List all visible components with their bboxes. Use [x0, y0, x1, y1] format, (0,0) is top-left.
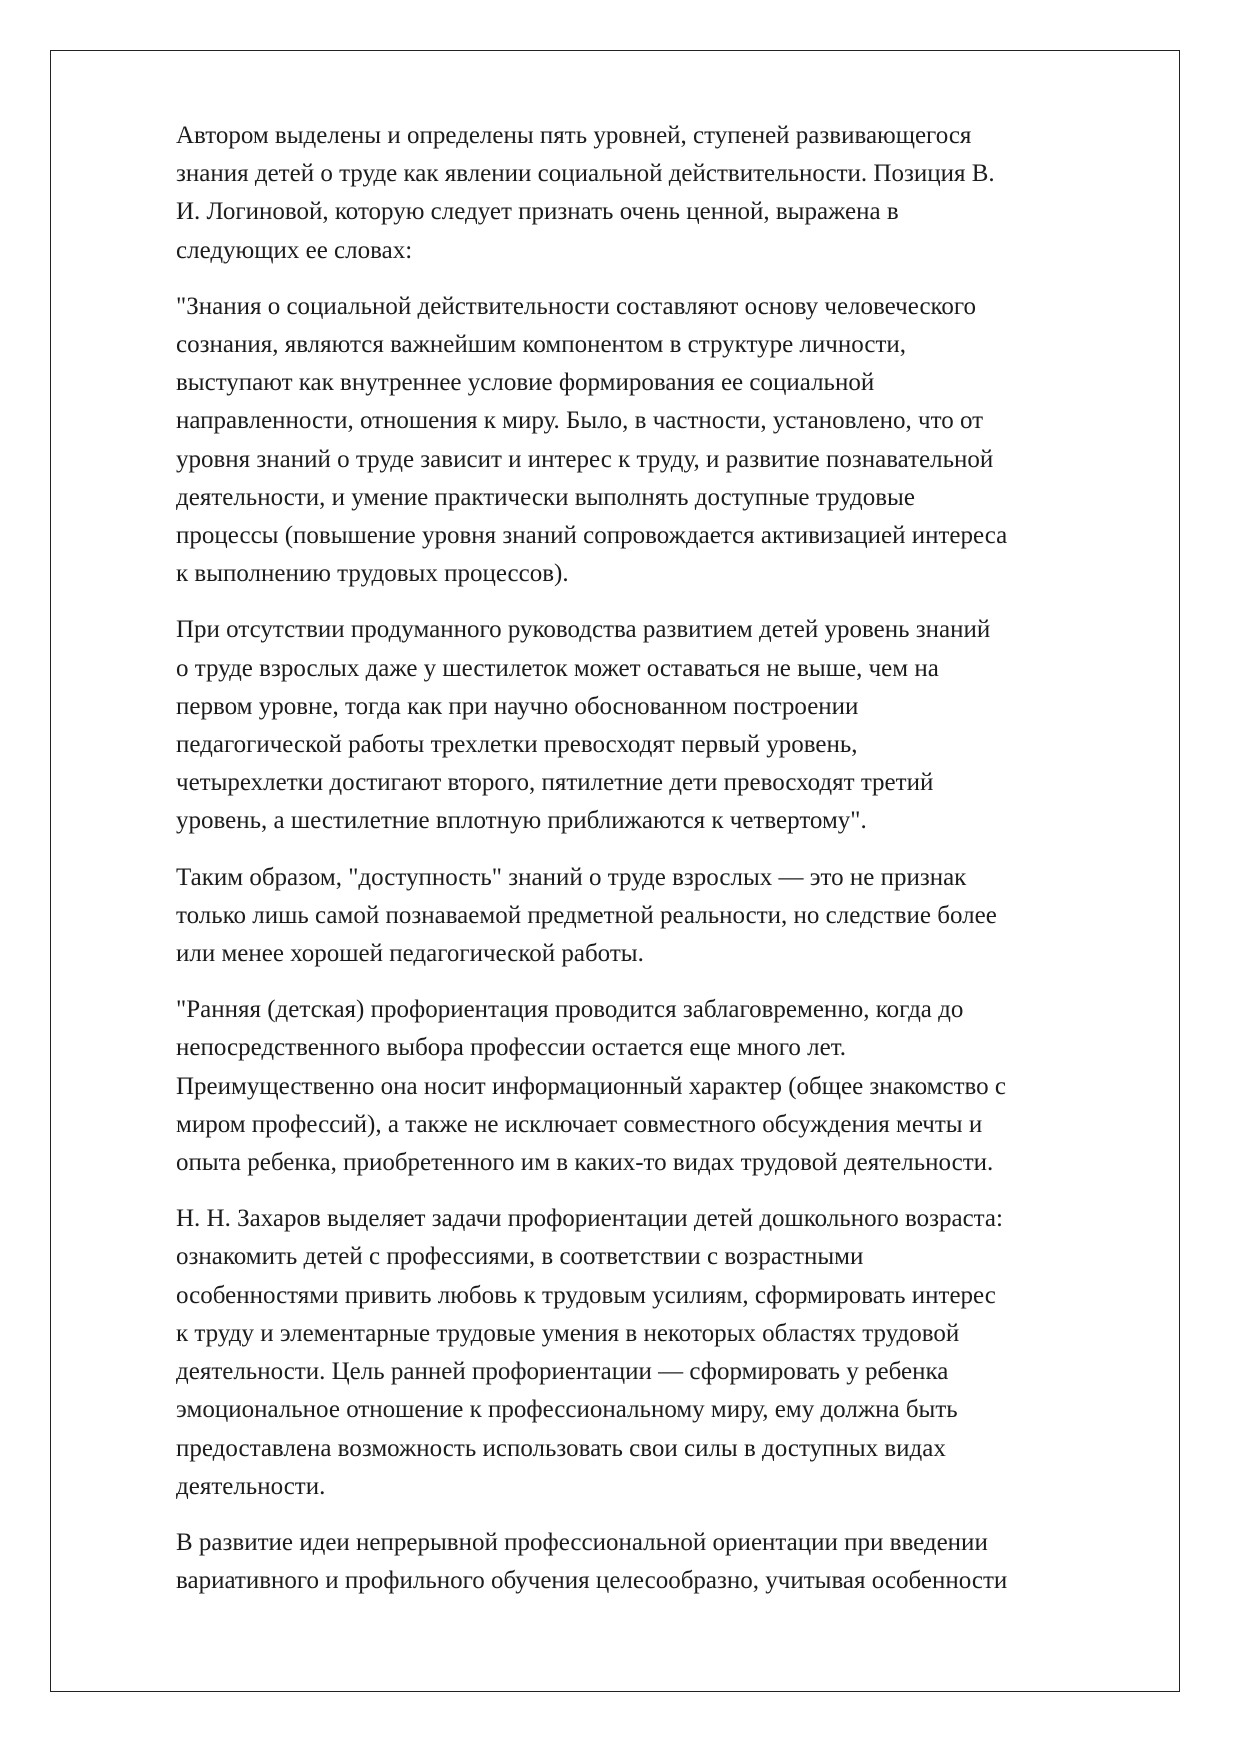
paragraph-zakharov-tasks: Н. Н. Захаров выделяет задачи профориентации детей дошкольного возраста: ознакомить детей с профессиями, в соответствии с возрастными особенностями привить любовь к трудовым усилиям, сформировать интерес к труду и элементарные трудовые умения в некоторых областях трудовой деятельности. Цель ранней профориентации — сформировать у ребенка эмоциональное отношение к профессиональному миру, ему должна быть предоставлена возможность использовать свои силы в доступных видах деятельности.	[176, 1205, 1003, 1500]
paragraph-levels-intro: Автором выделены и определены пять уровней, ступеней развивающегося знания детей о труде как явлении социальной действительности. Позиция В. И. Логиновой, которую следует признать очень ценной, выражена в следующих ее словах:	[176, 122, 995, 264]
paragraph-early-career-guidance: "Ранняя (детская) профориентация проводится заблаговременно, когда до непосредственного выбора профессии остается еще много лет. Преимущественно она носит информационный характер (общее знакомство с миром профессий), а также не исключает совместного обсуждения мечты и опыта ребенка, приобретенного им в каких-то видах трудовой деятельности.	[176, 996, 1007, 1177]
paragraph-guidance-absence: При отсутствии продуманного руководства развитием детей уровень знаний о труде взрослых даже у шестилеток может оставаться не выше, чем на первом уровне, тогда как при научно обоснованном построении педагогической работы трехлетки превосходят первый уровень, четырехлетки достигают второго, пятилетние дети превосходят третий уровень, а шестилетние вплотную приближаются к четвертому".	[176, 616, 991, 835]
paragraph-accessibility: Таким образом, "доступность" знаний о труде взрослых — это не признак только лишь самой познаваемой предметной реальности, но следствие более или менее хорошей педагогической работы.	[176, 863, 997, 968]
paragraph-loginova-quote: "Знания о социальной действительности составляют основу человеческого сознания, являются важнейшим компонентом в структуре личности, выступают как внутреннее условие формирования ее социальной направленности, отношения к миру. Было, в частности, установлено, что от уровня знаний о труде зависит и интерес к труду, и развитие познавательной деятельности, и умение практически выполнять доступные трудовые процессы (повышение уровня знаний сопровождается активизацией интереса к выполнению трудовых процессов).	[176, 292, 1008, 588]
document-body	[176, 117, 1152, 1618]
paragraph-continuous-orientation: В развитие идеи непрерывной профессиональной ориентации при введении вариативного и профильного обучения целесообразно, учитывая особенности	[176, 1528, 1008, 1595]
